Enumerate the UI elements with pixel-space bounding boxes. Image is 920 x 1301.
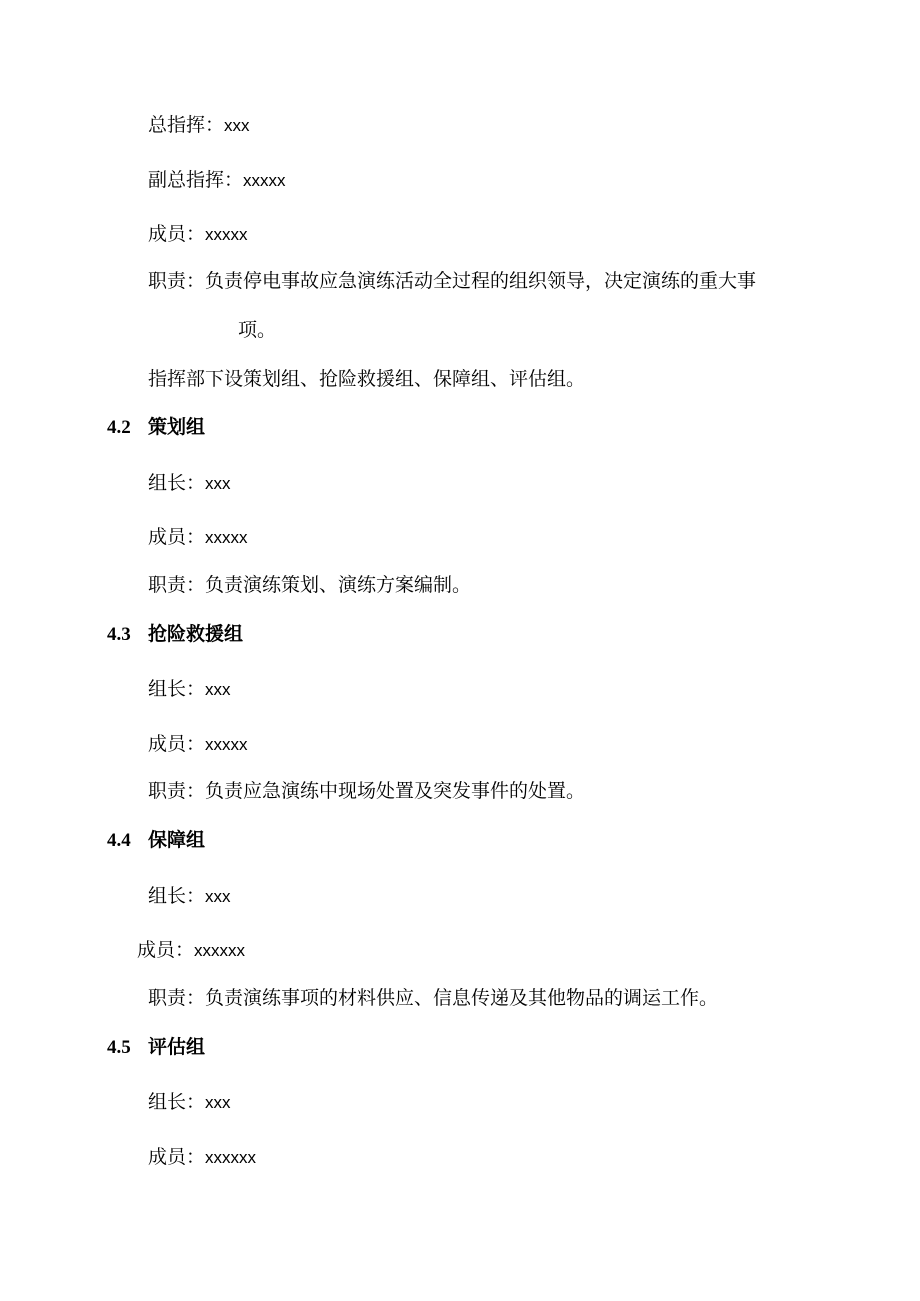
members-label: 成员： <box>148 1146 206 1168</box>
support-duty: 职责：负责演练事项的材料供应、信息传递及其他物品的调运工作。 <box>148 987 719 1009</box>
deputy-commander-label: 副总指挥： <box>148 169 244 191</box>
leader-label: 组长： <box>148 678 206 700</box>
evaluation-leader-line <box>148 1090 231 1115</box>
planning-leader-line <box>148 471 231 496</box>
rescue-members-line <box>148 732 248 757</box>
deputy-commander-line <box>148 168 286 193</box>
leader-label: 组长： <box>148 885 206 907</box>
leader-label: 组长： <box>148 472 206 494</box>
rescue-duty: 职责：负责应急演练中现场处置及突发事件的处置。 <box>148 780 586 802</box>
chief-commander-value: xxx <box>224 116 250 135</box>
command-duty-line2: 项。 <box>238 319 277 341</box>
leader-value: xxx <box>205 680 231 699</box>
evaluation-members-line <box>148 1145 256 1170</box>
leader-value: xxx <box>205 887 231 906</box>
section-title: 策划组 <box>148 416 206 438</box>
section-heading-4-2 <box>107 415 205 440</box>
section-number: 4.3 <box>107 624 131 645</box>
planning-members-line <box>148 525 248 550</box>
support-leader-line <box>148 884 231 909</box>
deputy-commander-value: xxxxx <box>243 171 286 190</box>
section-number: 4.4 <box>107 830 131 851</box>
leader-label: 组长： <box>148 1091 206 1113</box>
section-heading-4-5 <box>107 1035 205 1060</box>
section-heading-4-3 <box>107 622 243 647</box>
section-title: 抢险救援组 <box>148 623 244 645</box>
members-value: xxxxxx <box>205 1148 257 1167</box>
command-duty-line1: 职责：负责停电事故应急演练活动全过程的组织领导，决定演练的重大事 <box>148 270 757 292</box>
members-label: 成员： <box>137 939 195 961</box>
support-members-line <box>137 938 245 963</box>
members-value: xxxxx <box>205 528 248 547</box>
section-number: 4.5 <box>107 1037 131 1058</box>
command-members-line <box>148 222 248 247</box>
members-label: 成员： <box>148 526 206 548</box>
command-members-label: 成员： <box>148 223 206 245</box>
members-value: xxxxx <box>205 735 248 754</box>
members-label: 成员： <box>148 733 206 755</box>
command-members-value: xxxxx <box>205 225 248 244</box>
section-title: 评估组 <box>148 1036 206 1058</box>
chief-commander-line <box>148 113 250 138</box>
subgroups-text: 指挥部下设策划组、抢险救援组、保障组、评估组。 <box>148 368 586 390</box>
members-value: xxxxxx <box>194 941 246 960</box>
planning-duty: 职责：负责演练策划、演练方案编制。 <box>148 574 472 596</box>
section-title: 保障组 <box>148 829 206 851</box>
section-number: 4.2 <box>107 417 131 438</box>
leader-value: xxx <box>205 1093 231 1112</box>
chief-commander-label: 总指挥： <box>148 114 225 136</box>
section-heading-4-4 <box>107 828 205 853</box>
rescue-leader-line <box>148 677 231 702</box>
leader-value: xxx <box>205 474 231 493</box>
